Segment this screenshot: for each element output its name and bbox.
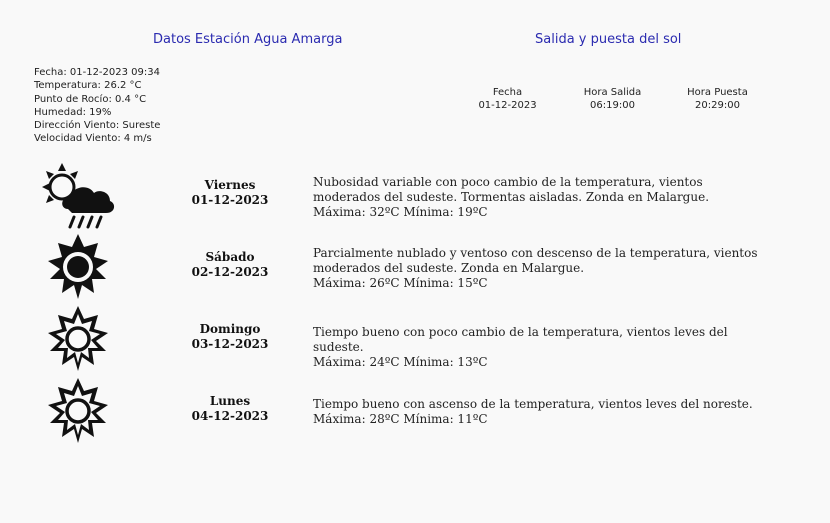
sun-header-date: Fecha bbox=[492, 87, 523, 98]
sun-col-date bbox=[455, 86, 560, 112]
forecast-description: Tiempo bueno con poco cambio de la temperatura, vientos leves del sudeste. bbox=[313, 325, 728, 354]
forecast-row bbox=[0, 161, 830, 233]
station-wind-speed: Velocidad Viento: 4 m/s bbox=[34, 133, 152, 145]
forecast-date: 04-12-2023 bbox=[191, 409, 269, 423]
forecast-day-label bbox=[180, 178, 280, 208]
forecast-description-block bbox=[313, 325, 773, 370]
forecast-description: Nubosidad variable con poco cambio de la temperatura, vientos moderados del sudeste. Tormentas aisladas. Zonda en Malargue. bbox=[313, 175, 710, 204]
forecast-day-label bbox=[180, 322, 280, 352]
station-humidity: Humedad: 19% bbox=[34, 106, 112, 118]
forecast-row bbox=[0, 377, 830, 449]
station-wind-direction: Dirección Viento: Sureste bbox=[34, 120, 161, 132]
sun-col-sunrise bbox=[560, 86, 665, 112]
forecast-date: 01-12-2023 bbox=[191, 193, 269, 207]
forecast-day-label bbox=[180, 250, 280, 280]
forecast-minmax: Máxima: 24ºC Mínima: 13ºC bbox=[313, 355, 488, 369]
forecast-description-block bbox=[313, 246, 773, 291]
station-date: Fecha: 01-12-2023 09:34 bbox=[34, 67, 160, 78]
sun-outline-icon bbox=[40, 377, 116, 447]
forecast-description-block bbox=[313, 175, 773, 220]
sun-value-sunset: 20:29:00 bbox=[695, 100, 740, 111]
station-title: Datos Estación Agua Amarga bbox=[153, 32, 343, 47]
sun-filled-icon bbox=[40, 233, 116, 303]
station-dew-point: Punto de Rocío: 0.4 °C bbox=[34, 93, 147, 105]
forecast-description-block bbox=[313, 397, 773, 427]
forecast-day: Domingo bbox=[199, 322, 261, 336]
sun-outline-icon bbox=[40, 305, 116, 375]
sun-value-sunrise: 06:19:00 bbox=[590, 100, 635, 111]
forecast-date: 03-12-2023 bbox=[191, 337, 269, 351]
forecast-date: 02-12-2023 bbox=[191, 265, 269, 279]
forecast-day: Sábado bbox=[205, 250, 255, 264]
station-temperature: Temperatura: 26.2 °C bbox=[34, 80, 142, 92]
sun-header-sunset: Hora Puesta bbox=[687, 87, 748, 98]
sun-table bbox=[455, 86, 770, 112]
forecast-description: Parcialmente nublado y ventoso con descenso de la temperatura, vientos moderados del sudeste. Zonda en Malargue. bbox=[313, 246, 758, 275]
forecast-day: Viernes bbox=[204, 178, 256, 192]
forecast-minmax: Máxima: 28ºC Mínima: 11ºC bbox=[313, 412, 488, 426]
forecast-minmax: Máxima: 26ºC Mínima: 15ºC bbox=[313, 276, 488, 290]
sun-cloud-rain-icon bbox=[40, 161, 116, 231]
forecast-day: Lunes bbox=[209, 394, 251, 408]
forecast-description: Tiempo bueno con ascenso de la temperatura, vientos leves del noreste. bbox=[313, 397, 753, 411]
sun-value-date: 01-12-2023 bbox=[478, 100, 537, 111]
forecast-row bbox=[0, 233, 830, 305]
station-data bbox=[34, 66, 160, 146]
forecast-row bbox=[0, 305, 830, 377]
sun-col-sunset bbox=[665, 86, 770, 112]
sun-title: Salida y puesta del sol bbox=[535, 32, 682, 47]
forecast-day-label bbox=[180, 394, 280, 424]
forecast-minmax: Máxima: 32ºC Mínima: 19ºC bbox=[313, 205, 488, 219]
sun-header-sunrise: Hora Salida bbox=[583, 87, 642, 98]
